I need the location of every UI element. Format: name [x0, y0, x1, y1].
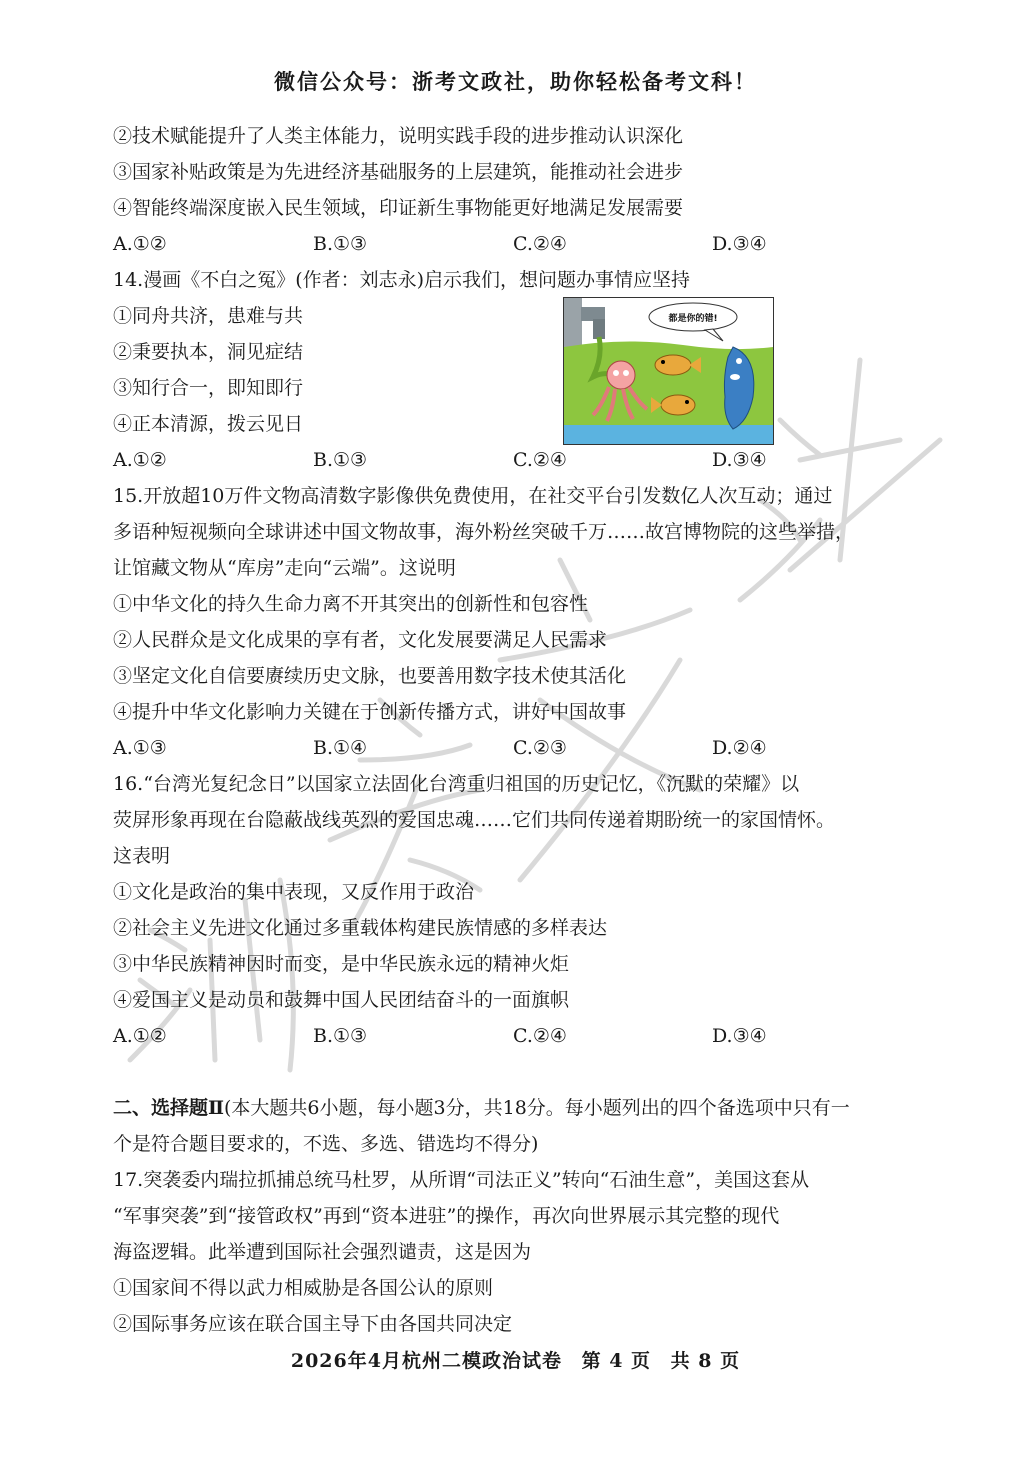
q14-item-4: ④正本清源，拨云见日 [113, 413, 304, 435]
q15-stem-line2: 多语种短视频向全球讲述中国文物故事，海外粉丝突破千万……故宫博物院的这些举措， [113, 521, 855, 543]
q15-option-b: B.①④ [313, 737, 368, 759]
q16-stem-line3: 这表明 [113, 845, 171, 867]
q15-stem-line3: 让馆藏文物从“库房”走向“云端”。这说明 [113, 557, 456, 579]
q13-option-d: D.③④ [712, 233, 767, 255]
q16-item-4: ④爱国主义是动员和鼓舞中国人民团结奋斗的一面旗帜 [113, 989, 570, 1011]
q16-option-c: C.②④ [513, 1025, 567, 1047]
q13-item-3: ③国家补贴政策是为先进经济基础服务的上层建筑，能推动社会进步 [113, 161, 684, 183]
q15-item-2: ②人民群众是文化成果的享有者，文化发展要满足人民需求 [113, 629, 608, 651]
section2-title: 二、选择题Ⅱ [113, 1097, 225, 1119]
q14-stem: 14.漫画《不白之冤》(作者：刘志永)启示我们，想问题办事情应坚持 [113, 269, 691, 291]
q16-stem-line1: 16.“台湾光复纪念日”以国家立法固化台湾重归祖国的历史记忆，《沉默的荣耀》以 [113, 773, 800, 795]
q13-option-c: C.②④ [513, 233, 567, 255]
q13-item-4: ④智能终端深度嵌入民生领域，印证新生事物能更好地满足发展需要 [113, 197, 684, 219]
q13-item-2: ②技术赋能提升了人类主体能力，说明实践手段的进步推动认识深化 [113, 125, 684, 147]
q14-option-c: C.②④ [513, 449, 567, 471]
q15-item-1: ①中华文化的持久生命力离不开其突出的创新性和包容性 [113, 593, 589, 615]
q17-stem-line1: 17.突袭委内瑞拉抓捕总统马杜罗，从所谓“司法正义”转向“石油生意”，美国这套从 [113, 1169, 810, 1191]
q17-item-2: ②国际事务应该在联合国主导下由各国共同决定 [113, 1313, 513, 1335]
q14-item-2: ②秉要执本，洞见症结 [113, 341, 304, 363]
q15-item-4: ④提升中华文化影响力关键在于创新传播方式，讲好中国故事 [113, 701, 627, 723]
page-header: 微信公众号：浙考文政社，助你轻松备考文科！ [274, 69, 757, 94]
q13-option-a: A.①② [113, 233, 167, 255]
footer-total-pages: 共 8 页 [670, 1350, 741, 1372]
q16-item-3: ③中华民族精神因时而变，是中华民族永远的精神火炬 [113, 953, 570, 975]
q16-option-a: A.①② [113, 1025, 167, 1047]
q13-option-b: B.①③ [313, 233, 368, 255]
footer-title: 2026年4月杭州二模政治试卷 [290, 1350, 562, 1372]
q14-item-3: ③知行合一，即知即行 [113, 377, 304, 399]
q15-option-a: A.①③ [113, 737, 167, 759]
section2-instructions-line2: 个是符合题目要求的，不选、多选、错选均不得分) [113, 1133, 539, 1155]
q15-stem-line1: 15.开放超10万件文物高清数字影像供免费使用，在社交平台引发数亿人次互动；通过 [113, 485, 833, 507]
section2-instructions: (本大题共6小题，每小题3分，共18分。每小题列出的四个备选项中只有一 [224, 1097, 850, 1119]
q14-option-b: B.①③ [313, 449, 368, 471]
footer-page-number: 第 4 页 [581, 1350, 652, 1372]
q14-option-a: A.①② [113, 449, 167, 471]
q14-item-1: ①同舟共济，患难与共 [113, 305, 304, 327]
q16-item-2: ②社会主义先进文化通过多重载体构建民族情感的多样表达 [113, 917, 608, 939]
q15-item-3: ③坚定文化自信要赓续历史文脉，也要善用数字技术使其活化 [113, 665, 627, 687]
q15-option-d: D.②④ [712, 737, 767, 759]
q16-item-1: ①文化是政治的集中表现，又反作用于政治 [113, 881, 475, 903]
cartoon-image [563, 297, 774, 445]
q16-stem-line2: 荧屏形象再现在台隐蔽战线英烈的爱国忠魂……它们共同传递着期盼统一的家国情怀。 [113, 809, 836, 831]
q17-stem-line3: 海盗逻辑。此举遭到国际社会强烈谴责，这是因为 [113, 1241, 532, 1263]
page-footer [0, 1346, 1031, 1373]
q14-option-d: D.③④ [712, 449, 767, 471]
q17-stem-line2: “军事突袭”到“接管政权”再到“资本进驻”的操作，再次向世界展示其完整的现代 [113, 1205, 780, 1227]
cartoon-speech-text: 都是你的错! [668, 314, 718, 324]
q16-option-b: B.①③ [313, 1025, 368, 1047]
section2-heading [113, 1095, 850, 1121]
q17-item-1: ①国家间不得以武力相威胁是各国公认的原则 [113, 1277, 494, 1299]
q16-option-d: D.③④ [712, 1025, 767, 1047]
q15-option-c: C.②③ [513, 737, 567, 759]
